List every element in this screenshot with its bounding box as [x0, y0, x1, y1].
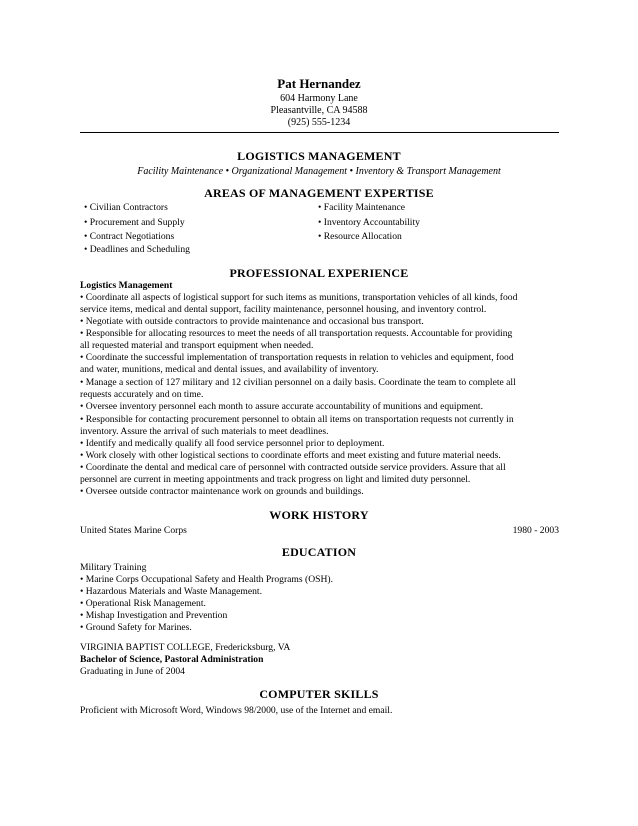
city-address: Pleasantville, CA 94588 — [270, 105, 368, 116]
experience-line: • Work closely with other logistical sections to coordinate efforts and meet existing and future material needs. — [80, 450, 501, 461]
experience-role: Logistics Management — [80, 280, 173, 291]
experience-line: • Identify and medically qualify all food service personnel prior to deployment. — [80, 438, 385, 449]
training-item: • Marine Corps Occupational Safety and Health Programs (OSH). — [80, 574, 334, 585]
phone-number: (925) 555-1234 — [287, 117, 351, 128]
college-name: VIRGINIA BAPTIST COLLEGE, Fredericksburg, VA — [80, 642, 291, 653]
expertise-item: • Contract Negotiations — [84, 231, 175, 242]
experience-line: service items, medical and dental support, facility maintenance, personnel housing, and inventory control. — [80, 304, 487, 315]
experience-line: requests accurately and on time. — [80, 389, 204, 400]
experience-line: • Manage a section of 127 military and 12 civilian personnel on a daily basis. Coordinate the team to complete all — [80, 377, 516, 388]
computer-skills-title: COMPUTER SKILLS — [259, 687, 379, 701]
expertise-item: • Procurement and Supply — [84, 217, 185, 228]
street-address: 604 Harmony Lane — [280, 93, 358, 104]
expertise-item: • Inventory Accountability — [318, 217, 420, 228]
training-item: • Operational Risk Management. — [80, 598, 206, 609]
employment-dates: 1980 - 2003 — [512, 525, 559, 536]
expertise-item: • Facility Maintenance — [318, 202, 406, 213]
experience-line: personnel are current in meeting appointments and track progress on light and limited duty personnel. — [80, 474, 471, 485]
expertise-item: • Civilian Contractors — [84, 202, 168, 213]
experience-line: • Coordinate the dental and medical care of personnel with contracted outside service providers. Assure that all — [80, 462, 506, 473]
degree: Bachelor of Science, Pastoral Administration — [80, 654, 264, 665]
experience-line: • Responsible for contacting procurement personnel to obtain all items on transportation requests not currently in — [80, 414, 514, 425]
candidate-name: Pat Hernandez — [277, 76, 361, 91]
experience-line: all requested material and transport equipment when needed. — [80, 340, 314, 351]
experience-line: inventory. Assure the arrival of such materials to meet deadlines. — [80, 426, 329, 437]
objective-title: LOGISTICS MANAGEMENT — [237, 149, 401, 163]
experience-line: • Coordinate all aspects of logistical support for such items as munitions, transportation vehicles of all kinds, food — [80, 292, 518, 303]
experience-line: and water, munitions, medical and dental issues, and availability of inventory. — [80, 364, 379, 375]
expertise-title: AREAS OF MANAGEMENT EXPERTISE — [204, 186, 434, 200]
experience-title: PROFESSIONAL EXPERIENCE — [229, 266, 409, 280]
objective-subtitle: Facility Maintenance • Organizational Management • Inventory & Transport Management — [137, 166, 501, 177]
expertise-item: • Deadlines and Scheduling — [84, 244, 190, 255]
graduation-date: Graduating in June of 2004 — [80, 666, 185, 677]
experience-line: • Oversee inventory personnel each month to assure accurate accountability of munitions and equipment. — [80, 401, 483, 412]
work-history-title: WORK HISTORY — [269, 508, 369, 522]
header-divider — [80, 132, 559, 133]
experience-line: • Responsible for allocating resources to meet the needs of all transportation requests. Accountable for providing — [80, 328, 513, 339]
training-item: • Ground Safety for Marines. — [80, 622, 192, 633]
employer-name: United States Marine Corps — [80, 525, 187, 536]
training-title: Military Training — [80, 562, 147, 573]
experience-line: • Oversee outside contractor maintenance work on grounds and buildings. — [80, 486, 364, 497]
computer-skills-text: Proficient with Microsoft Word, Windows 98/2000, use of the Internet and email. — [80, 705, 393, 716]
training-item: • Mishap Investigation and Prevention — [80, 610, 228, 621]
experience-line: • Negotiate with outside contractors to provide maintenance and occasional bus transport. — [80, 316, 424, 327]
training-item: • Hazardous Materials and Waste Management. — [80, 586, 262, 597]
experience-line: • Coordinate the successful implementation of transportation requests in relation to vehicles and equipment, food — [80, 352, 514, 363]
education-title: EDUCATION — [281, 545, 357, 559]
expertise-item: • Resource Allocation — [318, 231, 402, 242]
